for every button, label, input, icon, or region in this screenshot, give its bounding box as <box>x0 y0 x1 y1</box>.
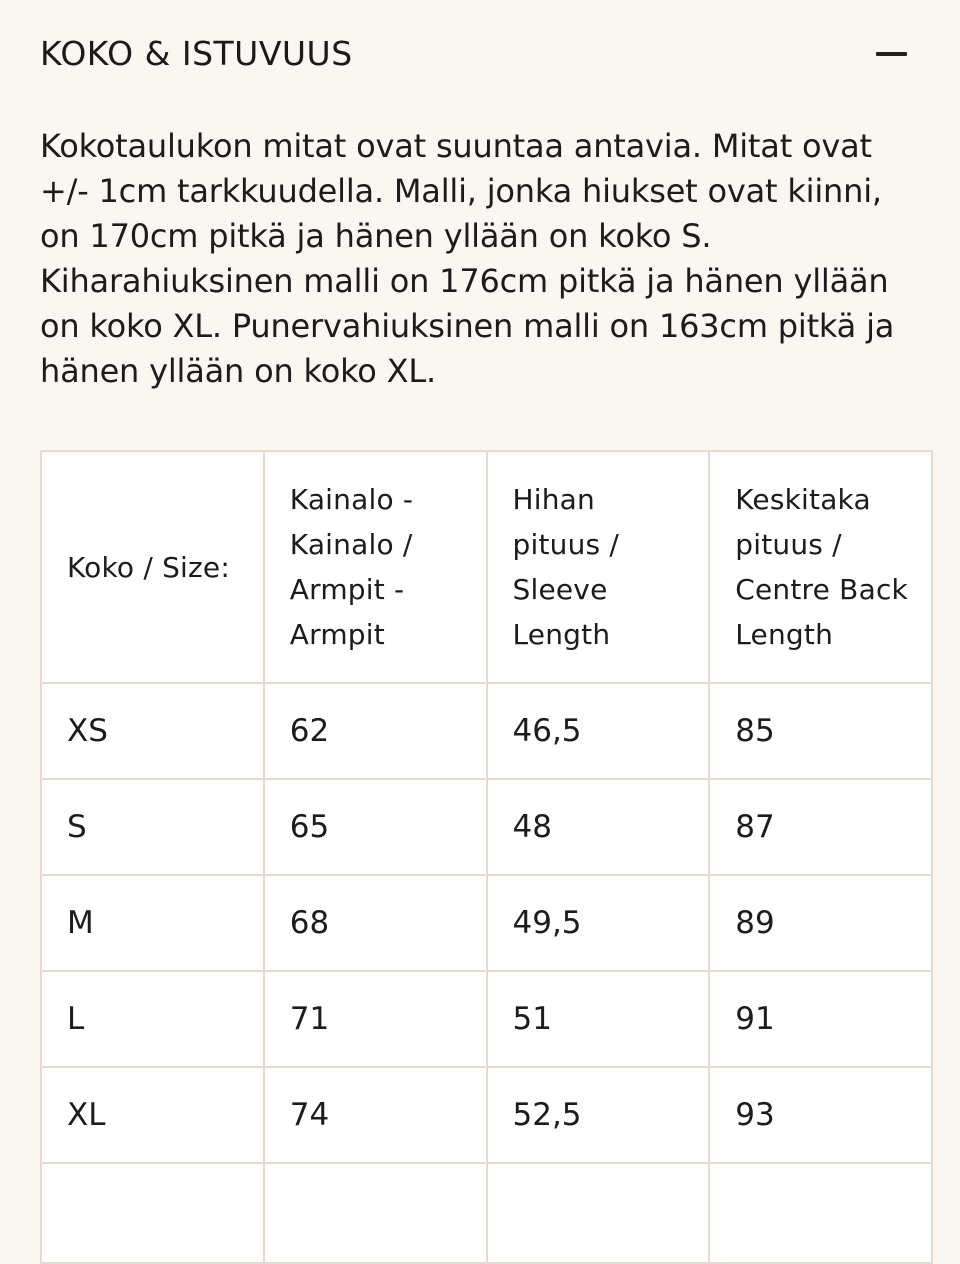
back-cell: 89 <box>709 875 932 971</box>
back-cell: 85 <box>709 683 932 779</box>
armpit-cell: 71 <box>264 971 487 1067</box>
sleeve-cell <box>487 1163 710 1263</box>
accordion-header[interactable] <box>40 34 933 74</box>
collapse-button[interactable] <box>866 40 933 68</box>
table-row-partial <box>41 1163 932 1263</box>
back-cell: 93 <box>709 1067 932 1163</box>
table-row-m <box>41 875 932 971</box>
table-header-row <box>41 451 932 683</box>
sleeve-cell: 49,5 <box>487 875 710 971</box>
table-row-xs <box>41 683 932 779</box>
size-cell: L <box>41 971 264 1067</box>
section-description: Kokotaulukon mitat ovat suuntaa antavia. Mitat ovat +/- 1cm tarkkuudella. Malli, jonka hiukset ovat kiinni, on 170cm pitkä ja hänen yllään on koko S. Kiharahiuksinen malli on 176cm pitkä ja hänen yllään on koko XL. Punervahiuksinen malli on 163cm pitkä ja hänen yllään on koko XL. <box>40 127 895 390</box>
sleeve-cell: 48 <box>487 779 710 875</box>
armpit-cell: 62 <box>264 683 487 779</box>
armpit-cell: 74 <box>264 1067 487 1163</box>
size-table <box>40 450 933 1264</box>
sleeve-cell: 52,5 <box>487 1067 710 1163</box>
armpit-cell <box>264 1163 487 1263</box>
size-cell: XL <box>41 1067 264 1163</box>
size-cell: S <box>41 779 264 875</box>
column-header-sleeve: Hihan pituus / Sleeve Length <box>487 451 710 683</box>
table-row-s <box>41 779 932 875</box>
minus-icon <box>876 52 907 56</box>
size-cell: XS <box>41 683 264 779</box>
column-header-back: Keskitaka pituus / Centre Back Length <box>709 451 932 683</box>
sleeve-cell: 46,5 <box>487 683 710 779</box>
armpit-cell: 68 <box>264 875 487 971</box>
size-cell: M <box>41 875 264 971</box>
table-row-l <box>41 971 932 1067</box>
armpit-cell: 65 <box>264 779 487 875</box>
back-cell: 91 <box>709 971 932 1067</box>
back-cell <box>709 1163 932 1263</box>
size-cell <box>41 1163 264 1263</box>
column-header-armpit: Kainalo - Kainalo / Armpit - Armpit <box>264 451 487 683</box>
column-header-size: Koko / Size: <box>41 451 264 683</box>
table-row-xl <box>41 1067 932 1163</box>
back-cell: 87 <box>709 779 932 875</box>
section-title: KOKO & ISTUVUUS <box>40 34 353 73</box>
sleeve-cell: 51 <box>487 971 710 1067</box>
